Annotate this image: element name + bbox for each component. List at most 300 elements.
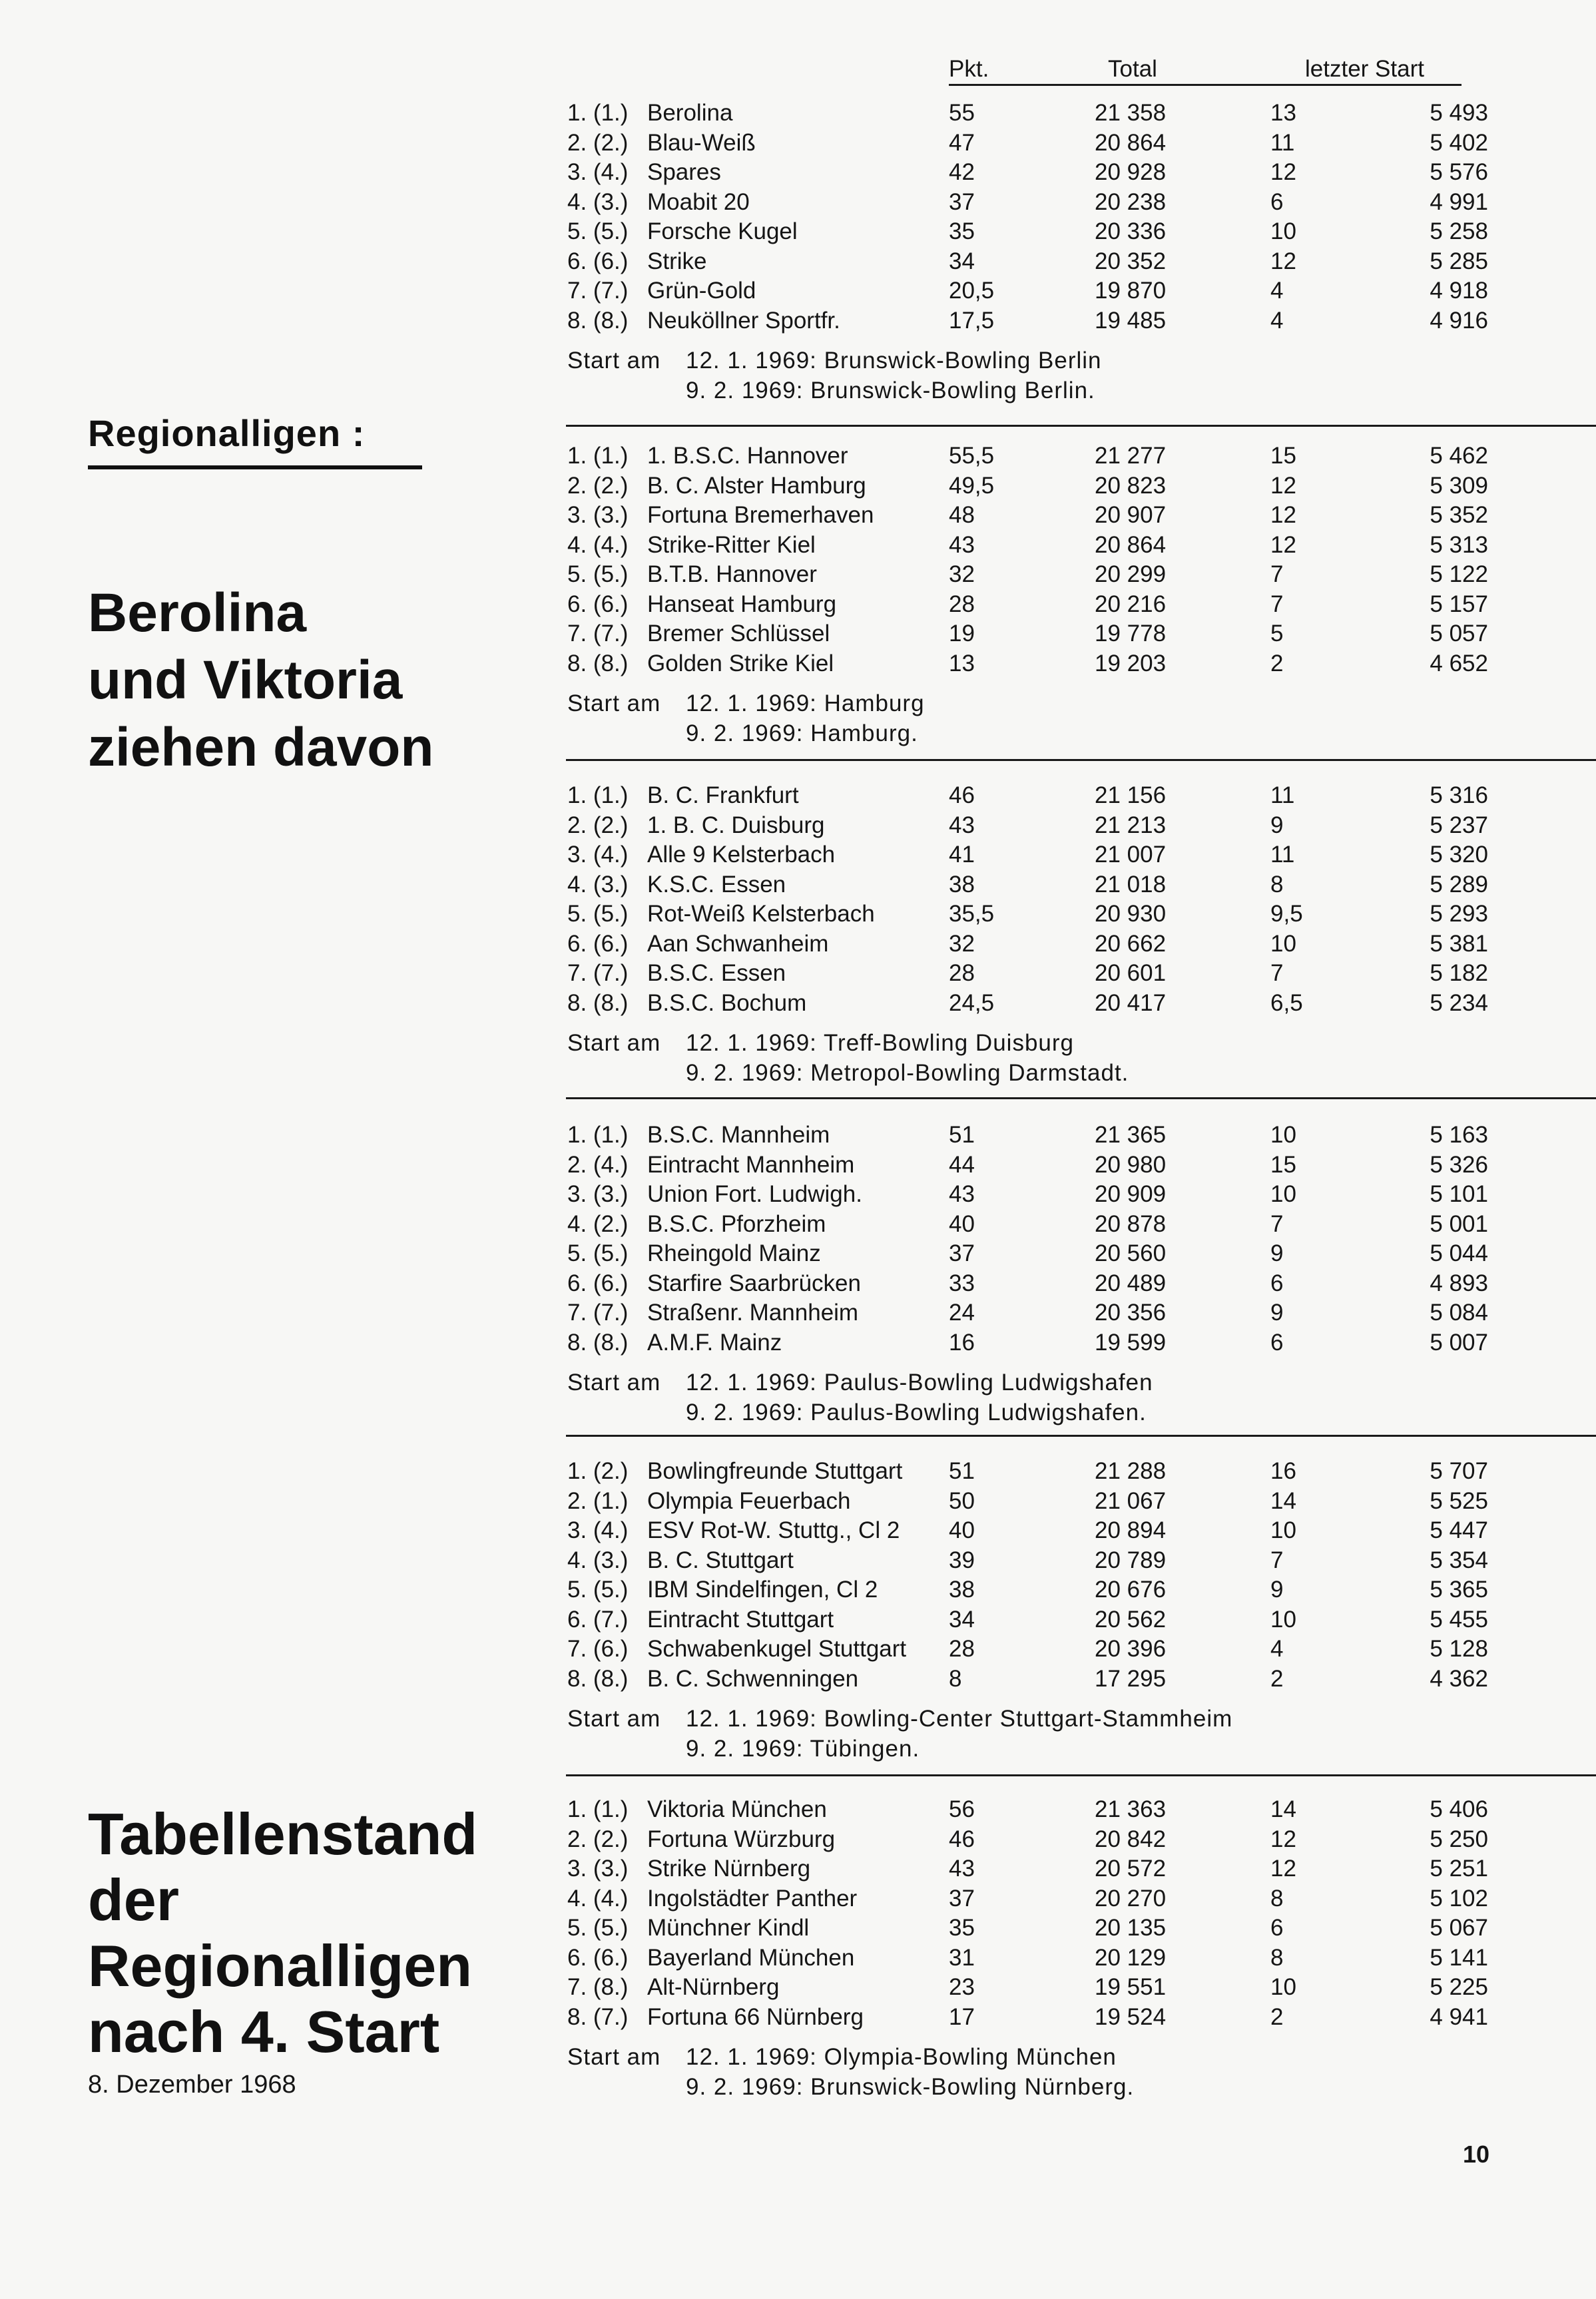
column-header-pkt: Pkt. — [949, 56, 989, 82]
table-line-3: Regionalligen — [88, 1933, 472, 1999]
rank: 4. (4.) — [567, 1885, 629, 1912]
last-start-score: 13 — [1270, 100, 1296, 126]
section-divider — [566, 1435, 1596, 1437]
rank: 4. (3.) — [567, 1547, 629, 1573]
last-start-score: 7 — [1270, 591, 1284, 617]
table-row — [0, 1547, 1596, 1577]
points: 38 — [949, 1577, 975, 1603]
last-start-pins: 5 101 — [1430, 1181, 1488, 1207]
team-name: IBM Sindelfingen, Cl 2 — [647, 1577, 878, 1603]
table-row — [0, 532, 1596, 561]
table-row — [0, 502, 1596, 531]
last-start-pins: 5 007 — [1430, 1329, 1488, 1356]
table-row — [0, 248, 1596, 278]
team-name: Münchner Kindl — [647, 1915, 810, 1941]
points: 47 — [949, 129, 975, 156]
rank: 8. (7.) — [567, 2003, 629, 2030]
table-row — [0, 189, 1596, 218]
table-row — [0, 1607, 1596, 1636]
points: 39 — [949, 1547, 975, 1573]
last-start-pins: 5 576 — [1430, 159, 1488, 185]
start-date-1: 12. 1. 1969: Brunswick-Bowling Berlin — [686, 348, 1102, 374]
team-name: B.T.B. Hannover — [647, 561, 817, 587]
total-pins: 19 203 — [1095, 650, 1167, 676]
table-row — [0, 278, 1596, 307]
rank: 3. (4.) — [567, 842, 629, 868]
last-start-score: 2 — [1270, 1665, 1284, 1692]
points: 32 — [949, 561, 975, 587]
total-pins: 20 823 — [1095, 472, 1167, 499]
column-header-total: Total — [1108, 56, 1157, 82]
team-name: Blau-Weiß — [647, 129, 756, 156]
total-pins: 20 864 — [1095, 129, 1167, 156]
team-name: Strike — [647, 248, 707, 274]
team-name: Aan Schwanheim — [647, 930, 829, 957]
team-name: A.M.F. Mainz — [647, 1329, 782, 1356]
total-pins: 20 930 — [1095, 901, 1167, 927]
start-label: Start am — [567, 348, 661, 374]
last-start-score: 11 — [1270, 782, 1295, 808]
start-date-1: 12. 1. 1969: Hamburg — [686, 690, 925, 716]
total-pins: 20 560 — [1095, 1240, 1167, 1266]
table-row — [0, 1458, 1596, 1487]
rank: 5. (5.) — [567, 1577, 629, 1603]
rank: 1. (2.) — [567, 1458, 629, 1484]
table-row — [0, 1945, 1596, 1974]
table-row — [0, 1488, 1596, 1517]
section-divider — [566, 1097, 1596, 1099]
last-start-pins: 5 462 — [1430, 443, 1488, 469]
last-start-score: 2 — [1270, 650, 1284, 676]
team-name: Fortuna Würzburg — [647, 1826, 836, 1852]
points: 23 — [949, 1974, 975, 2000]
points: 35 — [949, 218, 975, 244]
team-name: B. C. Schwenningen — [647, 1665, 859, 1692]
table-row — [0, 1666, 1596, 1695]
rank: 8. (8.) — [567, 1665, 629, 1692]
team-name: B.S.C. Essen — [647, 960, 786, 986]
total-pins: 20 601 — [1095, 960, 1167, 986]
table-row — [0, 990, 1596, 1019]
last-start-pins: 5 157 — [1430, 591, 1488, 617]
rank: 6. (6.) — [567, 591, 629, 617]
start-label: Start am — [567, 2044, 661, 2070]
table-row — [0, 1856, 1596, 1885]
table-row — [0, 1330, 1596, 1359]
team-name: Rot-Weiß Kelsterbach — [647, 901, 875, 927]
total-pins: 20 489 — [1095, 1270, 1167, 1296]
rank: 8. (8.) — [567, 989, 629, 1016]
start-date-2: 9. 2. 1969: Hamburg. — [686, 720, 918, 746]
rank: 5. (5.) — [567, 218, 629, 244]
last-start-score: 6,5 — [1270, 989, 1303, 1016]
last-start-score: 6 — [1270, 1270, 1284, 1296]
team-name: Eintracht Stuttgart — [647, 1606, 834, 1633]
total-pins: 21 358 — [1095, 100, 1167, 126]
rank: 3. (3.) — [567, 502, 629, 528]
team-name: B.S.C. Bochum — [647, 989, 807, 1016]
start-label: Start am — [567, 1030, 661, 1056]
team-name: Eintracht Mannheim — [647, 1151, 855, 1178]
column-header-last-start: letzter Start — [1305, 56, 1424, 82]
last-start-score: 10 — [1270, 1974, 1296, 2000]
last-start-pins: 5 001 — [1430, 1210, 1488, 1237]
rank: 4. (4.) — [567, 531, 629, 558]
last-start-pins: 4 991 — [1430, 188, 1488, 215]
last-start-score: 9 — [1270, 1577, 1284, 1603]
last-start-score: 14 — [1270, 1796, 1296, 1822]
table-row — [0, 1826, 1596, 1856]
last-start-pins: 5 057 — [1430, 621, 1488, 646]
total-pins: 21 277 — [1095, 443, 1167, 469]
last-start-score: 7 — [1270, 561, 1284, 587]
last-start-score: 16 — [1270, 1458, 1296, 1484]
table-row — [0, 1517, 1596, 1547]
rank: 7. (7.) — [567, 278, 629, 304]
last-start-score: 9 — [1270, 1240, 1284, 1266]
team-name: B.S.C. Pforzheim — [647, 1210, 826, 1237]
points: 16 — [949, 1329, 975, 1356]
table-row — [0, 960, 1596, 989]
points: 48 — [949, 502, 975, 528]
last-start-pins: 5 182 — [1430, 960, 1488, 986]
points: 44 — [949, 1151, 975, 1178]
total-pins: 21 363 — [1095, 1796, 1167, 1822]
team-name: Moabit 20 — [647, 188, 750, 215]
points: 55,5 — [949, 443, 995, 469]
total-pins: 20 864 — [1095, 531, 1167, 558]
last-start-pins: 5 365 — [1430, 1577, 1488, 1603]
last-start-score: 8 — [1270, 871, 1284, 897]
last-start-pins: 5 402 — [1430, 129, 1488, 156]
table-row — [0, 2004, 1596, 2033]
points: 28 — [949, 960, 975, 986]
total-pins: 20 352 — [1095, 248, 1167, 274]
total-pins: 19 551 — [1095, 1974, 1167, 2000]
total-pins: 20 129 — [1095, 1944, 1167, 1971]
points: 28 — [949, 1636, 975, 1662]
points: 42 — [949, 159, 975, 185]
last-start-pins: 5 163 — [1430, 1122, 1488, 1148]
last-start-pins: 5 316 — [1430, 782, 1488, 808]
lead-line-1: Berolina — [88, 583, 307, 643]
total-pins: 21 365 — [1095, 1122, 1167, 1148]
rank: 4. (2.) — [567, 1210, 629, 1237]
table-row — [0, 561, 1596, 591]
team-name: Neuköllner Sportfr. — [647, 307, 840, 334]
last-start-pins: 5 251 — [1430, 1856, 1488, 1882]
last-start-score: 8 — [1270, 1885, 1284, 1912]
table-row — [0, 1181, 1596, 1210]
last-start-score: 10 — [1270, 1122, 1296, 1148]
team-name: B. C. Stuttgart — [647, 1547, 794, 1573]
points: 43 — [949, 812, 975, 838]
last-start-score: 7 — [1270, 1547, 1284, 1573]
total-pins: 20 396 — [1095, 1636, 1167, 1662]
table-row — [0, 100, 1596, 129]
total-pins: 21 007 — [1095, 842, 1167, 868]
last-start-pins: 5 067 — [1430, 1915, 1488, 1941]
team-name: Rheingold Mainz — [647, 1240, 821, 1266]
points: 13 — [949, 650, 975, 676]
last-start-score: 10 — [1270, 1517, 1296, 1543]
points: 51 — [949, 1458, 975, 1484]
team-name: Grün-Gold — [647, 278, 756, 304]
rank: 1. (1.) — [567, 1122, 629, 1148]
last-start-pins: 4 916 — [1430, 307, 1488, 334]
points: 50 — [949, 1487, 975, 1514]
table-row — [0, 931, 1596, 960]
points: 31 — [949, 1944, 975, 1971]
last-start-score: 10 — [1270, 930, 1296, 957]
rank: 2. (2.) — [567, 129, 629, 156]
total-pins: 20 907 — [1095, 502, 1167, 528]
points: 49,5 — [949, 472, 995, 499]
last-start-score: 12 — [1270, 1826, 1296, 1852]
rank: 6. (6.) — [567, 1270, 629, 1296]
last-start-pins: 5 352 — [1430, 502, 1488, 528]
table-row — [0, 218, 1596, 248]
points: 37 — [949, 1885, 975, 1912]
team-name: Straßenr. Mannheim — [647, 1300, 859, 1326]
rank: 6. (6.) — [567, 1944, 629, 1971]
points: 37 — [949, 1240, 975, 1266]
team-name: Bayerland München — [647, 1944, 855, 1971]
points: 46 — [949, 1826, 975, 1852]
last-start-pins: 5 128 — [1430, 1636, 1488, 1662]
points: 34 — [949, 248, 975, 274]
team-name: Viktoria München — [647, 1796, 827, 1822]
points: 32 — [949, 930, 975, 957]
rank: 4. (3.) — [567, 871, 629, 897]
total-pins: 19 485 — [1095, 307, 1167, 334]
last-start-score: 6 — [1270, 1915, 1284, 1941]
rank: 8. (8.) — [567, 1329, 629, 1356]
regional-heading: Regionalligen : — [88, 411, 422, 469]
issue-date: 8. Dezember 1968 — [88, 2071, 296, 2099]
last-start-score: 12 — [1270, 472, 1296, 499]
rank: 6. (6.) — [567, 248, 629, 274]
last-start-score: 12 — [1270, 531, 1296, 558]
start-date-2: 9. 2. 1969: Tübingen. — [686, 1735, 920, 1762]
points: 43 — [949, 531, 975, 558]
last-start-score: 8 — [1270, 1944, 1284, 1971]
table-row — [0, 1211, 1596, 1240]
team-name: Fortuna Bremerhaven — [647, 502, 874, 528]
rank: 6. (6.) — [567, 930, 629, 957]
lead-line-2: und Viktoria — [88, 650, 403, 710]
last-start-score: 15 — [1270, 1151, 1296, 1178]
points: 38 — [949, 871, 975, 897]
rank: 5. (5.) — [567, 901, 629, 927]
last-start-score: 6 — [1270, 1329, 1284, 1356]
last-start-score: 2 — [1270, 2003, 1284, 2030]
rank: 1. (1.) — [567, 100, 629, 126]
rank: 7. (6.) — [567, 1636, 629, 1662]
last-start-score: 4 — [1270, 1636, 1284, 1662]
team-name: Bremer Schlüssel — [647, 621, 830, 646]
table-row — [0, 1122, 1596, 1151]
points: 34 — [949, 1606, 975, 1633]
rank: 7. (7.) — [567, 1300, 629, 1326]
rank: 7. (7.) — [567, 960, 629, 986]
table-row — [0, 782, 1596, 812]
table-row — [0, 842, 1596, 871]
total-pins: 21 288 — [1095, 1458, 1167, 1484]
start-date-2: 9. 2. 1969: Brunswick-Bowling Berlin. — [686, 377, 1095, 403]
table-row — [0, 1270, 1596, 1300]
last-start-score: 6 — [1270, 188, 1284, 215]
last-start-pins: 4 918 — [1430, 278, 1488, 304]
team-name: Golden Strike Kiel — [647, 650, 834, 676]
rank: 6. (7.) — [567, 1606, 629, 1633]
points: 46 — [949, 782, 975, 808]
table-row — [0, 308, 1596, 337]
table-row — [0, 1152, 1596, 1181]
team-name: Strike Nürnberg — [647, 1856, 811, 1882]
total-pins: 19 599 — [1095, 1329, 1167, 1356]
last-start-score: 12 — [1270, 502, 1296, 528]
table-row — [0, 872, 1596, 901]
table-row — [0, 1636, 1596, 1665]
last-start-pins: 5 293 — [1430, 901, 1488, 927]
last-start-score: 7 — [1270, 1210, 1284, 1237]
last-start-pins: 5 525 — [1430, 1487, 1488, 1514]
team-name: Olympia Feuerbach — [647, 1487, 851, 1514]
table-row — [0, 901, 1596, 930]
last-start-pins: 5 326 — [1430, 1151, 1488, 1178]
total-pins: 20 216 — [1095, 591, 1167, 617]
start-date-1: 12. 1. 1969: Treff-Bowling Duisburg — [686, 1030, 1075, 1056]
last-start-pins: 5 406 — [1430, 1796, 1488, 1822]
last-start-score: 9 — [1270, 812, 1284, 838]
team-name: Ingolstädter Panther — [647, 1885, 858, 1912]
rank: 3. (3.) — [567, 1856, 629, 1882]
last-start-score: 5 — [1270, 621, 1284, 646]
rank: 8. (8.) — [567, 650, 629, 676]
last-start-pins: 5 707 — [1430, 1458, 1488, 1484]
rank: 2. (2.) — [567, 1826, 629, 1852]
last-start-score: 4 — [1270, 307, 1284, 334]
table-row — [0, 812, 1596, 842]
last-start-pins: 5 320 — [1430, 842, 1488, 868]
team-name: Hanseat Hamburg — [647, 591, 837, 617]
table-row — [0, 1886, 1596, 1915]
last-start-pins: 5 309 — [1430, 472, 1488, 499]
last-start-pins: 5 289 — [1430, 871, 1488, 897]
last-start-score: 4 — [1270, 278, 1284, 304]
table-row — [0, 159, 1596, 188]
last-start-score: 11 — [1270, 129, 1295, 156]
last-start-pins: 5 447 — [1430, 1517, 1488, 1543]
total-pins: 20 928 — [1095, 159, 1167, 185]
team-name: Schwabenkugel Stuttgart — [647, 1636, 907, 1662]
rank: 2. (2.) — [567, 812, 629, 838]
total-pins: 21 018 — [1095, 871, 1167, 897]
rank: 2. (4.) — [567, 1151, 629, 1178]
rank: 3. (3.) — [567, 1181, 629, 1207]
last-start-pins: 5 258 — [1430, 218, 1488, 244]
table-row — [0, 621, 1596, 650]
last-start-score: 9 — [1270, 1300, 1284, 1326]
total-pins: 20 299 — [1095, 561, 1167, 587]
last-start-score: 9,5 — [1270, 901, 1303, 927]
team-name: B.S.C. Mannheim — [647, 1122, 830, 1148]
table-row — [0, 1240, 1596, 1270]
last-start-pins: 5 225 — [1430, 1974, 1488, 2000]
points: 56 — [949, 1796, 975, 1822]
total-pins: 20 909 — [1095, 1181, 1167, 1207]
table-row — [0, 1796, 1596, 1826]
rank: 5. (5.) — [567, 1915, 629, 1941]
last-start-pins: 5 102 — [1430, 1885, 1488, 1912]
team-name: Strike-Ritter Kiel — [647, 531, 816, 558]
team-name: Starfire Saarbrücken — [647, 1270, 861, 1296]
table-line-2: der — [88, 1867, 179, 1933]
last-start-score: 7 — [1270, 960, 1284, 986]
section-divider — [566, 759, 1596, 761]
points: 28 — [949, 591, 975, 617]
last-start-pins: 5 285 — [1430, 248, 1488, 274]
points: 40 — [949, 1517, 975, 1543]
team-name: Union Fort. Ludwigh. — [647, 1181, 862, 1207]
last-start-score: 12 — [1270, 248, 1296, 274]
table-row — [0, 1577, 1596, 1606]
table-line-4: nach 4. Start — [88, 1999, 440, 2065]
total-pins: 20 238 — [1095, 188, 1167, 215]
total-pins: 20 676 — [1095, 1577, 1167, 1603]
table-row — [0, 1915, 1596, 1944]
lead-line-3: ziehen davon — [88, 717, 434, 778]
points: 19 — [949, 621, 975, 646]
start-date-1: 12. 1. 1969: Paulus-Bowling Ludwigshafen — [686, 1370, 1153, 1396]
rank: 1. (1.) — [567, 1796, 629, 1822]
start-date-1: 12. 1. 1969: Bowling-Center Stuttgart-Stammheim — [686, 1706, 1233, 1732]
table-row — [0, 1300, 1596, 1329]
points: 35,5 — [949, 901, 995, 927]
last-start-pins: 4 941 — [1430, 2003, 1488, 2030]
total-pins: 20 336 — [1095, 218, 1167, 244]
start-label: Start am — [567, 1370, 661, 1396]
team-name: 1. B. C. Duisburg — [647, 812, 825, 838]
start-label: Start am — [567, 690, 661, 716]
last-start-pins: 5 493 — [1430, 100, 1488, 126]
rank: 7. (8.) — [567, 1974, 629, 2000]
team-name: Forsche Kugel — [647, 218, 798, 244]
total-pins: 20 417 — [1095, 989, 1167, 1016]
rank: 5. (5.) — [567, 561, 629, 587]
team-name: B. C. Frankfurt — [647, 782, 799, 808]
team-name: Alle 9 Kelsterbach — [647, 842, 836, 868]
rank: 7. (7.) — [567, 621, 629, 646]
start-date-2: 9. 2. 1969: Paulus-Bowling Ludwigshafen. — [686, 1399, 1147, 1425]
rank: 2. (2.) — [567, 472, 629, 499]
last-start-pins: 4 652 — [1430, 650, 1488, 676]
total-pins: 20 980 — [1095, 1151, 1167, 1178]
points: 43 — [949, 1856, 975, 1882]
total-pins: 20 662 — [1095, 930, 1167, 957]
total-pins: 20 789 — [1095, 1547, 1167, 1573]
points: 24,5 — [949, 989, 995, 1016]
points: 33 — [949, 1270, 975, 1296]
points: 17,5 — [949, 307, 995, 334]
total-pins: 21 213 — [1095, 812, 1167, 838]
total-pins: 20 356 — [1095, 1300, 1167, 1326]
points: 41 — [949, 842, 975, 868]
last-start-score: 10 — [1270, 218, 1296, 244]
start-date-1: 12. 1. 1969: Olympia-Bowling München — [686, 2044, 1117, 2070]
total-pins: 21 156 — [1095, 782, 1167, 808]
